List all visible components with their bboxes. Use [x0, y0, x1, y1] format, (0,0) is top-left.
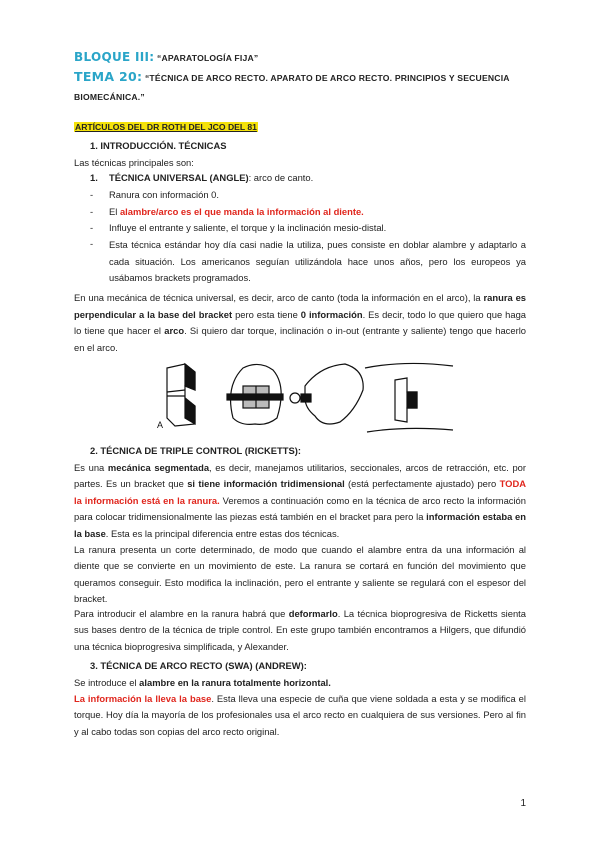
bloque-title: “APARATOLOGÍA FIJA”: [157, 53, 259, 63]
page-number: 1: [520, 798, 526, 809]
section-1-intro: Las técnicas principales son:: [74, 157, 194, 168]
section-2-paragraph-1: Es una mecánica segmentada, es decir, manejamos utilitarios, seccionales, arcos de retracción, etc. por partes. Es un bracket que si tiene información tridimensional (está perfectamente ajustado) pero TODA la información está en la ranura. Veremos a continuación como en la técnica de arco recto la información para colocar tridimensionalmente las piezas está también en el bracket para pero la información estaba en la base. Esta es la principal diferencia entre estas dos técnicas.: [74, 462, 526, 539]
tema-label: TEMA 20:: [74, 69, 143, 84]
section-2-heading: 2. TÉCNICA DE TRIPLE CONTROL (RICKETTS):: [90, 445, 301, 456]
tema-heading: [74, 69, 526, 84]
section-3-paragraph-1: Se introduce el alambre en la ranura totalmente horizontal.: [74, 677, 331, 688]
bracket-illustrations: [155, 356, 455, 436]
articles-note: ARTÍCULOS DEL DR ROTH DEL JCO DEL 81: [75, 122, 257, 132]
section-3-paragraph-2: La información la lleva la base. Esta lleva una especie de cuña que viene soldada a esta y se modifica el torque. Hoy día la mayoría de los profesionales usa el arco recto en cualquiera de sus versiones. Pero al fin y al cabo todas son copias del arco recto original.: [74, 693, 526, 737]
tema-title-line1: “TÉCNICA DE ARCO RECTO. APARATO DE ARCO RECTO. PRINCIPIOS Y SECUENCIA: [144, 73, 510, 83]
section-3-heading: 3. TÉCNICA DE ARCO RECTO (SWA) (ANDREW):: [90, 660, 307, 671]
arch-bracket-drawing: [365, 363, 453, 432]
section-2-paragraph-2: La ranura presenta un corte determinado, de modo que cuando el alambre entra da una información al diente que se convierte en un movimiento de este. La ranura se cortará en función del movimiento que queramos conseguir. Esto modifica la inclinación, pero el entrante y saliente se regulará con el espesor del bracket.: [74, 544, 526, 605]
figure-label-a: A: [157, 420, 164, 430]
tooth-frontal-drawing: [227, 364, 283, 424]
bracket-figure: [155, 356, 455, 436]
section-1-paragraph: En una mecánica de técnica universal, es decir, arco de canto (toda la información en el arco), la ranura es perpendicular a la base del bracket pero esta tiene 0 información. Es decir, todo lo que quiero que haga lo tiene que hacer el arco. Si quiero dar torque, inclinación o in-out (entrante y saliente) tengo que hacerlo en el arco.: [74, 292, 526, 353]
bloque-label: BLOQUE III:: [74, 50, 155, 64]
tema-title-line2: BIOMECÁNICA.”: [74, 92, 145, 102]
bracket-slot-drawing-a: [167, 364, 195, 426]
section-2-paragraph-3: Para introducir el alambre en la ranura habrá que deformarlo. La técnica bioprogresiva de Ricketts sienta sus bases dentro de la técnica de triple control. En este grupo también encontramos a Hilgers, que difundió una técnica bioprogresiva simplificada, y Alexander.: [74, 608, 526, 652]
bloque-heading: [74, 50, 258, 64]
section-1-heading: 1. INTRODUCCIÓN. TÉCNICAS: [90, 140, 227, 151]
tooth-lateral-drawing: [290, 364, 363, 424]
